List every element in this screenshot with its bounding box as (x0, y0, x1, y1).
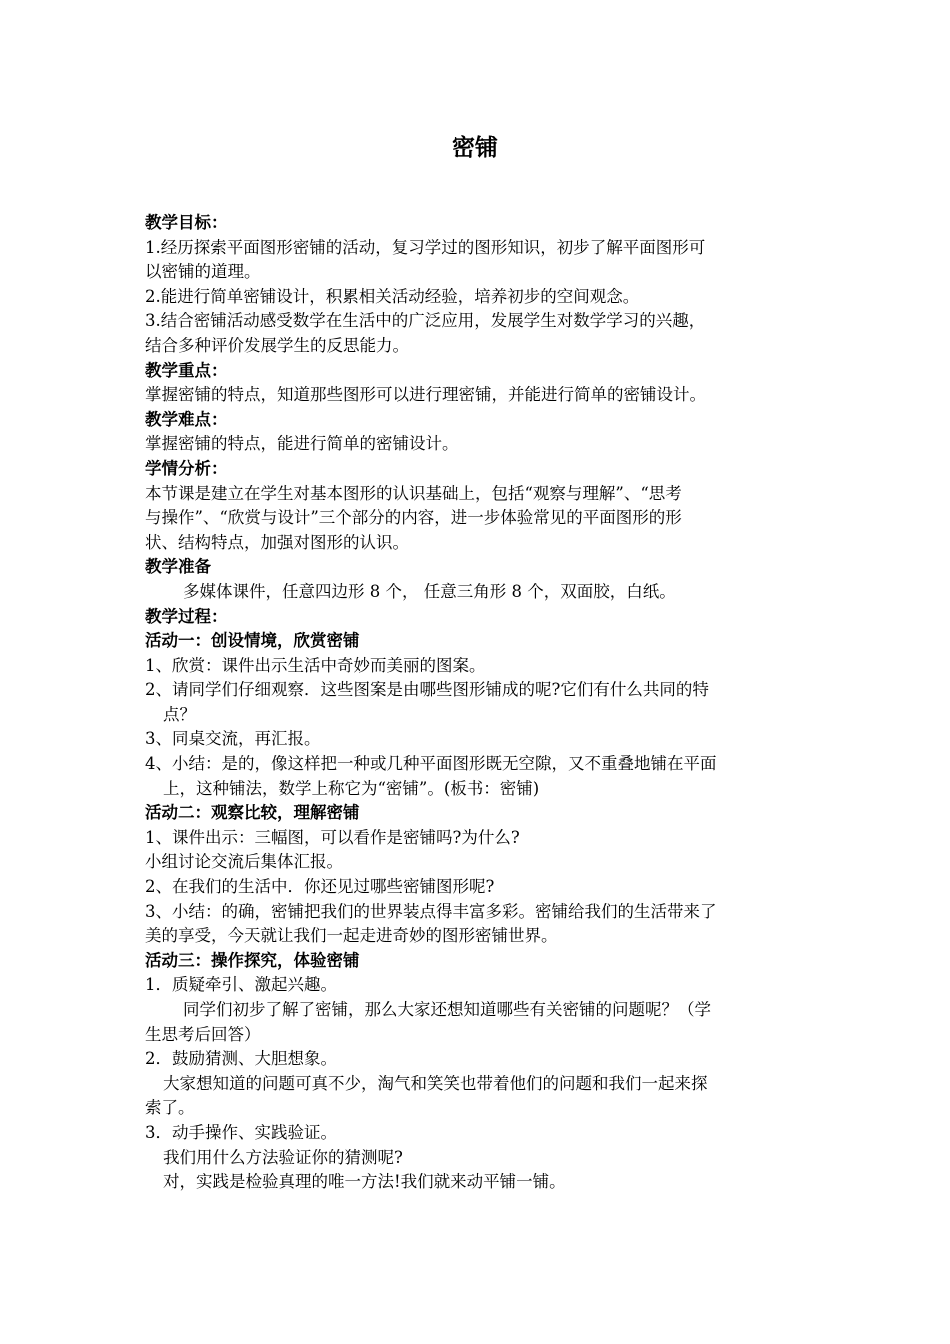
activity-2-heading: 活动二：观察比较，理解密铺 (145, 803, 360, 823)
activity-1-item-3: 3、同桌交流，再汇报。 (145, 729, 321, 749)
activity-3-step-2-text-line-2: 索了。 (145, 1098, 195, 1118)
activity-1-item-4-line-2: 上，这种铺法，数学上称它为“密铺”。(板书：密铺) (163, 778, 540, 798)
analysis-line-2: 与操作”、“欣赏与设计”三个部分的内容，进一步体验常见的平面图形的形 (145, 508, 682, 528)
analysis-line-3: 状、结构特点，加强对图形的认识。 (145, 532, 409, 552)
document-title: 密铺 (452, 135, 498, 161)
key-point-heading: 教学重点： (145, 360, 228, 380)
activity-1-item-2-line-1: 2、请同学们仔细观察．这些图案是由哪些图形铺成的呢?它们有什么共同的特 (145, 680, 709, 700)
difficulty-text: 掌握密铺的特点，能进行简单的密铺设计。 (145, 434, 459, 454)
activity-3-step-3-text-2: 对，实践是检验真理的唯一方法!我们就来动平铺一铺。 (163, 1172, 566, 1192)
activity-1-item-2-line-2: 点？ (163, 704, 196, 724)
activity-3-step-1-text-line-1: 同学们初步了解了密铺，那么大家还想知道哪些有关密铺的问题呢？（学 (183, 1000, 711, 1019)
activity-2-item-3-line-2: 美的享受，今天就让我们一起走进奇妙的图形密铺世界。 (145, 926, 558, 946)
goal-item-2: 2.能进行简单密铺设计，积累相关活动经验，培养初步的空间观念。 (145, 286, 640, 306)
goal-item-1-line-2: 以密铺的道理。 (145, 262, 261, 282)
activity-1-heading: 活动一：创设情境，欣赏密铺 (145, 631, 360, 651)
goal-item-1-line-1: 1.经历探索平面图形密铺的活动，复习学过的图形知识，初步了解平面图形可 (145, 237, 706, 257)
activity-3-step-1-text-line-2: 生思考后回答） (145, 1024, 261, 1044)
activity-1-item-1: 1、欣赏：课件出示生活中奇妙而美丽的图案。 (145, 655, 486, 675)
activity-3-step-3: 3．动手操作、实践验证。 (145, 1122, 337, 1142)
activity-3-step-2: 2．鼓励猜测、大胆想象。 (145, 1049, 337, 1069)
activity-2-item-1: 1、课件出示：三幅图，可以看作是密铺吗?为什么? (145, 827, 520, 847)
goals-heading: 教学目标： (145, 213, 228, 232)
activity-3-step-3-text-1: 我们用什么方法验证你的猜测呢? (163, 1147, 403, 1167)
document-body (145, 211, 810, 1195)
key-point-text: 掌握密铺的特点，知道那些图形可以进行理密铺，并能进行简单的密铺设计。 (145, 385, 706, 405)
process-heading: 教学过程： (145, 606, 228, 626)
analysis-line-1: 本节课是建立在学生对基本图形的认识基础上，包括“观察与理解”、“思考 (145, 483, 682, 503)
activity-2-item-2: 2、在我们的生活中．你还见过哪些密铺图形呢? (145, 877, 495, 897)
activity-3-step-2-text-line-1: 大家想知道的问题可真不少，淘气和笑笑也带着他们的问题和我们一起来探 (163, 1073, 708, 1093)
activity-2-note: 小组讨论交流后集体汇报。 (145, 852, 343, 872)
activity-3-heading: 活动三：操作探究，体验密铺 (145, 950, 360, 970)
preparation-heading: 教学准备 (145, 557, 211, 577)
goal-item-3-line-1: 3.结合密铺活动感受数学在生活中的广泛应用，发展学生对数学学习的兴趣， (145, 311, 706, 331)
preparation-text: 多媒体课件，任意四边形 8 个， 任意三角形 8 个，双面胶，白纸。 (183, 581, 676, 601)
activity-2-item-3-line-1: 3、小结：的确，密铺把我们的世界装点得丰富多彩。密铺给我们的生活带来了 (145, 901, 717, 921)
goal-item-3-line-2: 结合多种评价发展学生的反思能力。 (145, 335, 409, 355)
analysis-heading: 学情分析： (145, 458, 228, 478)
activity-1-item-4-line-1: 4、小结：是的，像这样把一种或几种平面图形既无空隙，又不重叠地铺在平面 (145, 754, 717, 774)
activity-3-step-1: 1．质疑牵引、激起兴趣。 (145, 975, 337, 995)
difficulty-heading: 教学难点： (145, 409, 228, 429)
